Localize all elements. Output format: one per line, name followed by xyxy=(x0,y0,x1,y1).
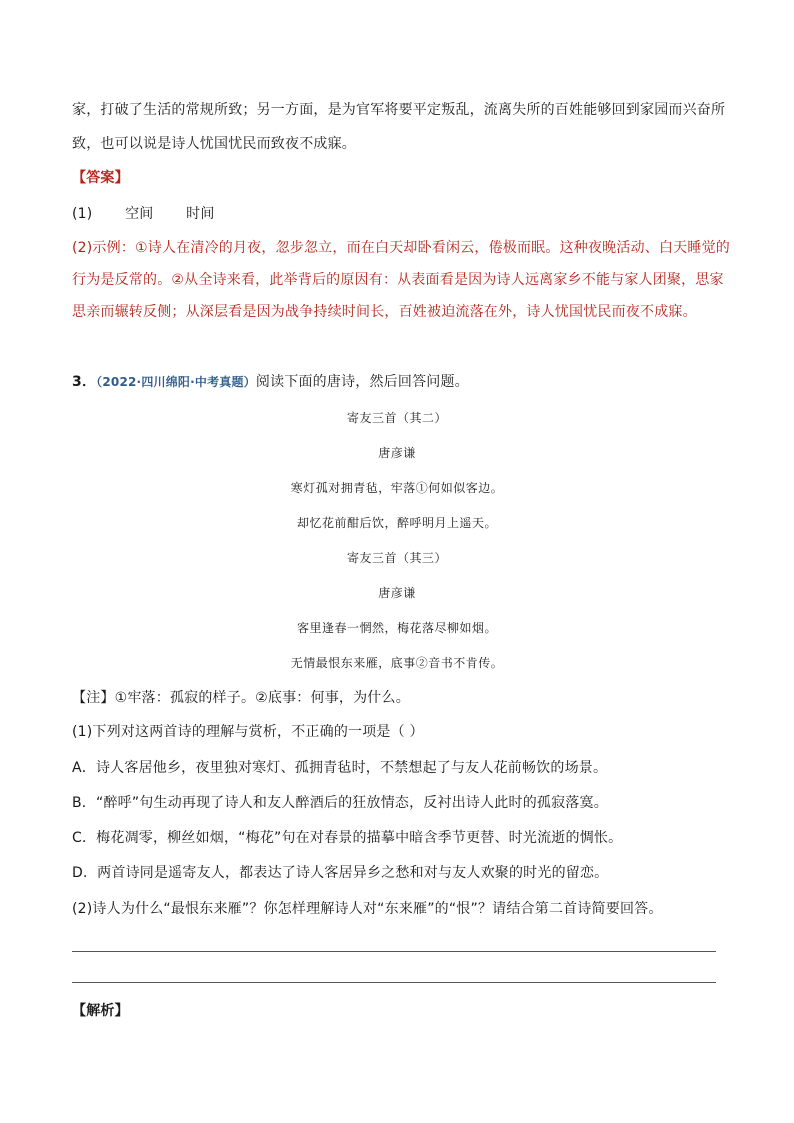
answer-q1-part-a: 空间 xyxy=(125,206,154,222)
prev-answer-line-2: 致，也可以说是诗人忧国忧民而致夜不成寐。 xyxy=(72,136,356,152)
poem-2-author: 唐彦谦 xyxy=(378,586,416,600)
poem-note: 【注】①牢落：孤寂的样子。②底事：何事，为什么。 xyxy=(72,690,410,706)
poem-1-line-1: 寒灯孤对拥青毡，牢落①何如似客边。 xyxy=(290,481,504,495)
poem-2-line-1: 客里逢春一惘然，梅花落尽柳如烟。 xyxy=(296,621,497,635)
option-b: B．“醉呼”句生动再现了诗人和友人醉酒后的狂放情态，反衬出诗人此时的孤寂落寞。 xyxy=(72,795,608,811)
answer-blank-line-2 xyxy=(72,982,716,983)
sub-question-2: (2)诗人为什么“最恨东来雁”？你怎样理解诗人对“东来雁”的“恨”？请结合第二首诗简要回答。 xyxy=(72,901,663,917)
question-source: （2022·四川绵阳·中考真题） xyxy=(96,375,256,389)
answer-q2-line-2: 行为是反常的。②从全诗来看，此举背后的原因有：从表面看是因为诗人远离家乡不能与家人团聚，思家 xyxy=(72,272,724,288)
answer-q1-number: (1) xyxy=(72,206,93,222)
option-c: C．梅花凋零，柳丝如烟，“梅花”句在对春景的描摹中暗含季节更替、时光流逝的惆怅。 xyxy=(72,830,623,846)
sub-question-1: (1)下列对这两首诗的理解与赏析，不正确的一项是（ ） xyxy=(72,724,424,740)
answer-heading: 【答案】 xyxy=(72,170,129,186)
question-prompt: 阅读下面的唐诗，然后回答问题。 xyxy=(255,374,469,390)
option-a: A．诗人客居他乡，夜里独对寒灯、孤拥青毡时，不禁想起了与友人花前畅饮的场景。 xyxy=(72,760,608,776)
answer-blank-line-1 xyxy=(72,951,716,952)
prev-answer-line-1: 家，打破了生活的常规所致；另一方面，是为官军将要平定叛乱，流离失所的百姓能够回到家园而兴奋所 xyxy=(72,102,726,118)
poem-1-author: 唐彦谦 xyxy=(378,446,416,460)
answer-q2-line-1: (2)示例：①诗人在清冷的月夜，忽步忽立，而在白天却卧看闲云，倦极而眠。这种夜晚活动、白天睡觉的 xyxy=(72,240,730,256)
poem-1-line-2: 却忆花前酣后饮，醉呼明月上遥天。 xyxy=(296,516,497,530)
option-d: D．两首诗同是遥寄友人，都表达了诗人客居异乡之愁和对与友人欢聚的时光的留恋。 xyxy=(72,865,609,881)
poem-2-title: 寄友三首（其三） xyxy=(346,551,447,565)
answer-q1-part-b: 时间 xyxy=(186,206,215,222)
poem-2-line-2: 无情最恨东来雁，底事②音书不肯传。 xyxy=(290,656,504,670)
question-number: 3． xyxy=(72,374,97,390)
poem-1-title: 寄友三首（其二） xyxy=(346,411,447,425)
question-3-header xyxy=(72,372,732,392)
analysis-heading: 【解析】 xyxy=(72,1003,129,1019)
answer-q2-line-3: 思亲而辗转反侧；从深层看是因为战争持续时间长，百姓被迫流落在外，诗人忧国忧民而夜不成寐。 xyxy=(72,304,697,320)
answer-q1 xyxy=(72,204,732,224)
